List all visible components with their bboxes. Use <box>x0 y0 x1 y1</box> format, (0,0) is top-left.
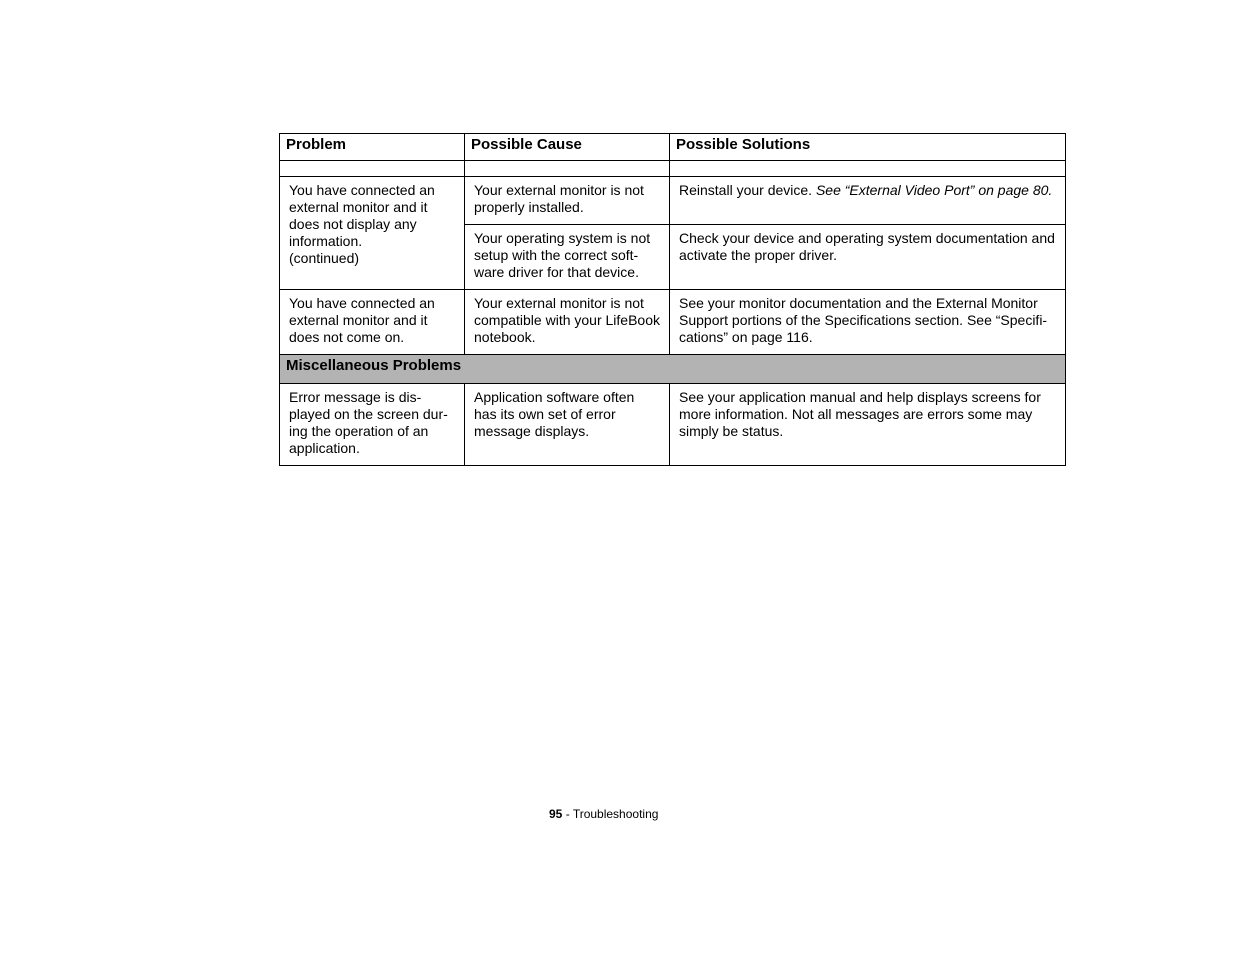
cause-cell: Application software often has its own set of error message displays. <box>465 384 670 466</box>
problem-cell <box>280 177 465 290</box>
page-number: 95 <box>549 807 563 821</box>
solution-cell: See your monitor documentation and the External Monitor Support portions of the Specifications section. See “Specifi-cations” on page 116. <box>670 290 1066 355</box>
cause-cell: Your external monitor is not compatible with your LifeBook notebook. <box>465 290 670 355</box>
section-title: Miscellaneous Problems <box>280 355 1066 384</box>
section-header-row <box>280 355 1066 384</box>
troubleshooting-table <box>279 133 1066 466</box>
table-header-row <box>280 134 1066 161</box>
page-reference: See “External Video Port” on page 80. <box>815 182 1053 198</box>
header-problem: Problem <box>280 134 465 161</box>
problem-cell: You have connected an external monitor and it does not come on. <box>280 290 465 355</box>
solution-text: Reinstall your device. <box>679 182 816 198</box>
page-footer <box>549 807 658 821</box>
footer-separator: - <box>562 807 573 821</box>
header-possible-cause: Possible Cause <box>465 134 670 161</box>
solution-cell: Check your device and operating system documentation and activate the proper driver. <box>670 225 1066 290</box>
problem-text: You have connected an external monitor and it does not display any information. <box>289 182 435 249</box>
problem-cell: Error message is dis-played on the screen dur-ing the operation of an application. <box>280 384 465 466</box>
cause-cell: Your operating system is not setup with the correct soft-ware driver for that device. <box>465 225 670 290</box>
cause-cell: Your external monitor is not properly installed. <box>465 177 670 225</box>
continued-note: (continued) <box>289 250 360 266</box>
solution-cell: See your application manual and help displays screens for more information. Not all messages are errors some may simply be status. <box>670 384 1066 466</box>
table-row <box>280 384 1066 466</box>
solution-cell <box>670 177 1066 225</box>
table-row <box>280 290 1066 355</box>
header-possible-solutions: Possible Solutions <box>670 134 1066 161</box>
footer-section: Troubleshooting <box>572 807 659 821</box>
table-row <box>280 177 1066 225</box>
header-divider <box>280 161 1066 177</box>
